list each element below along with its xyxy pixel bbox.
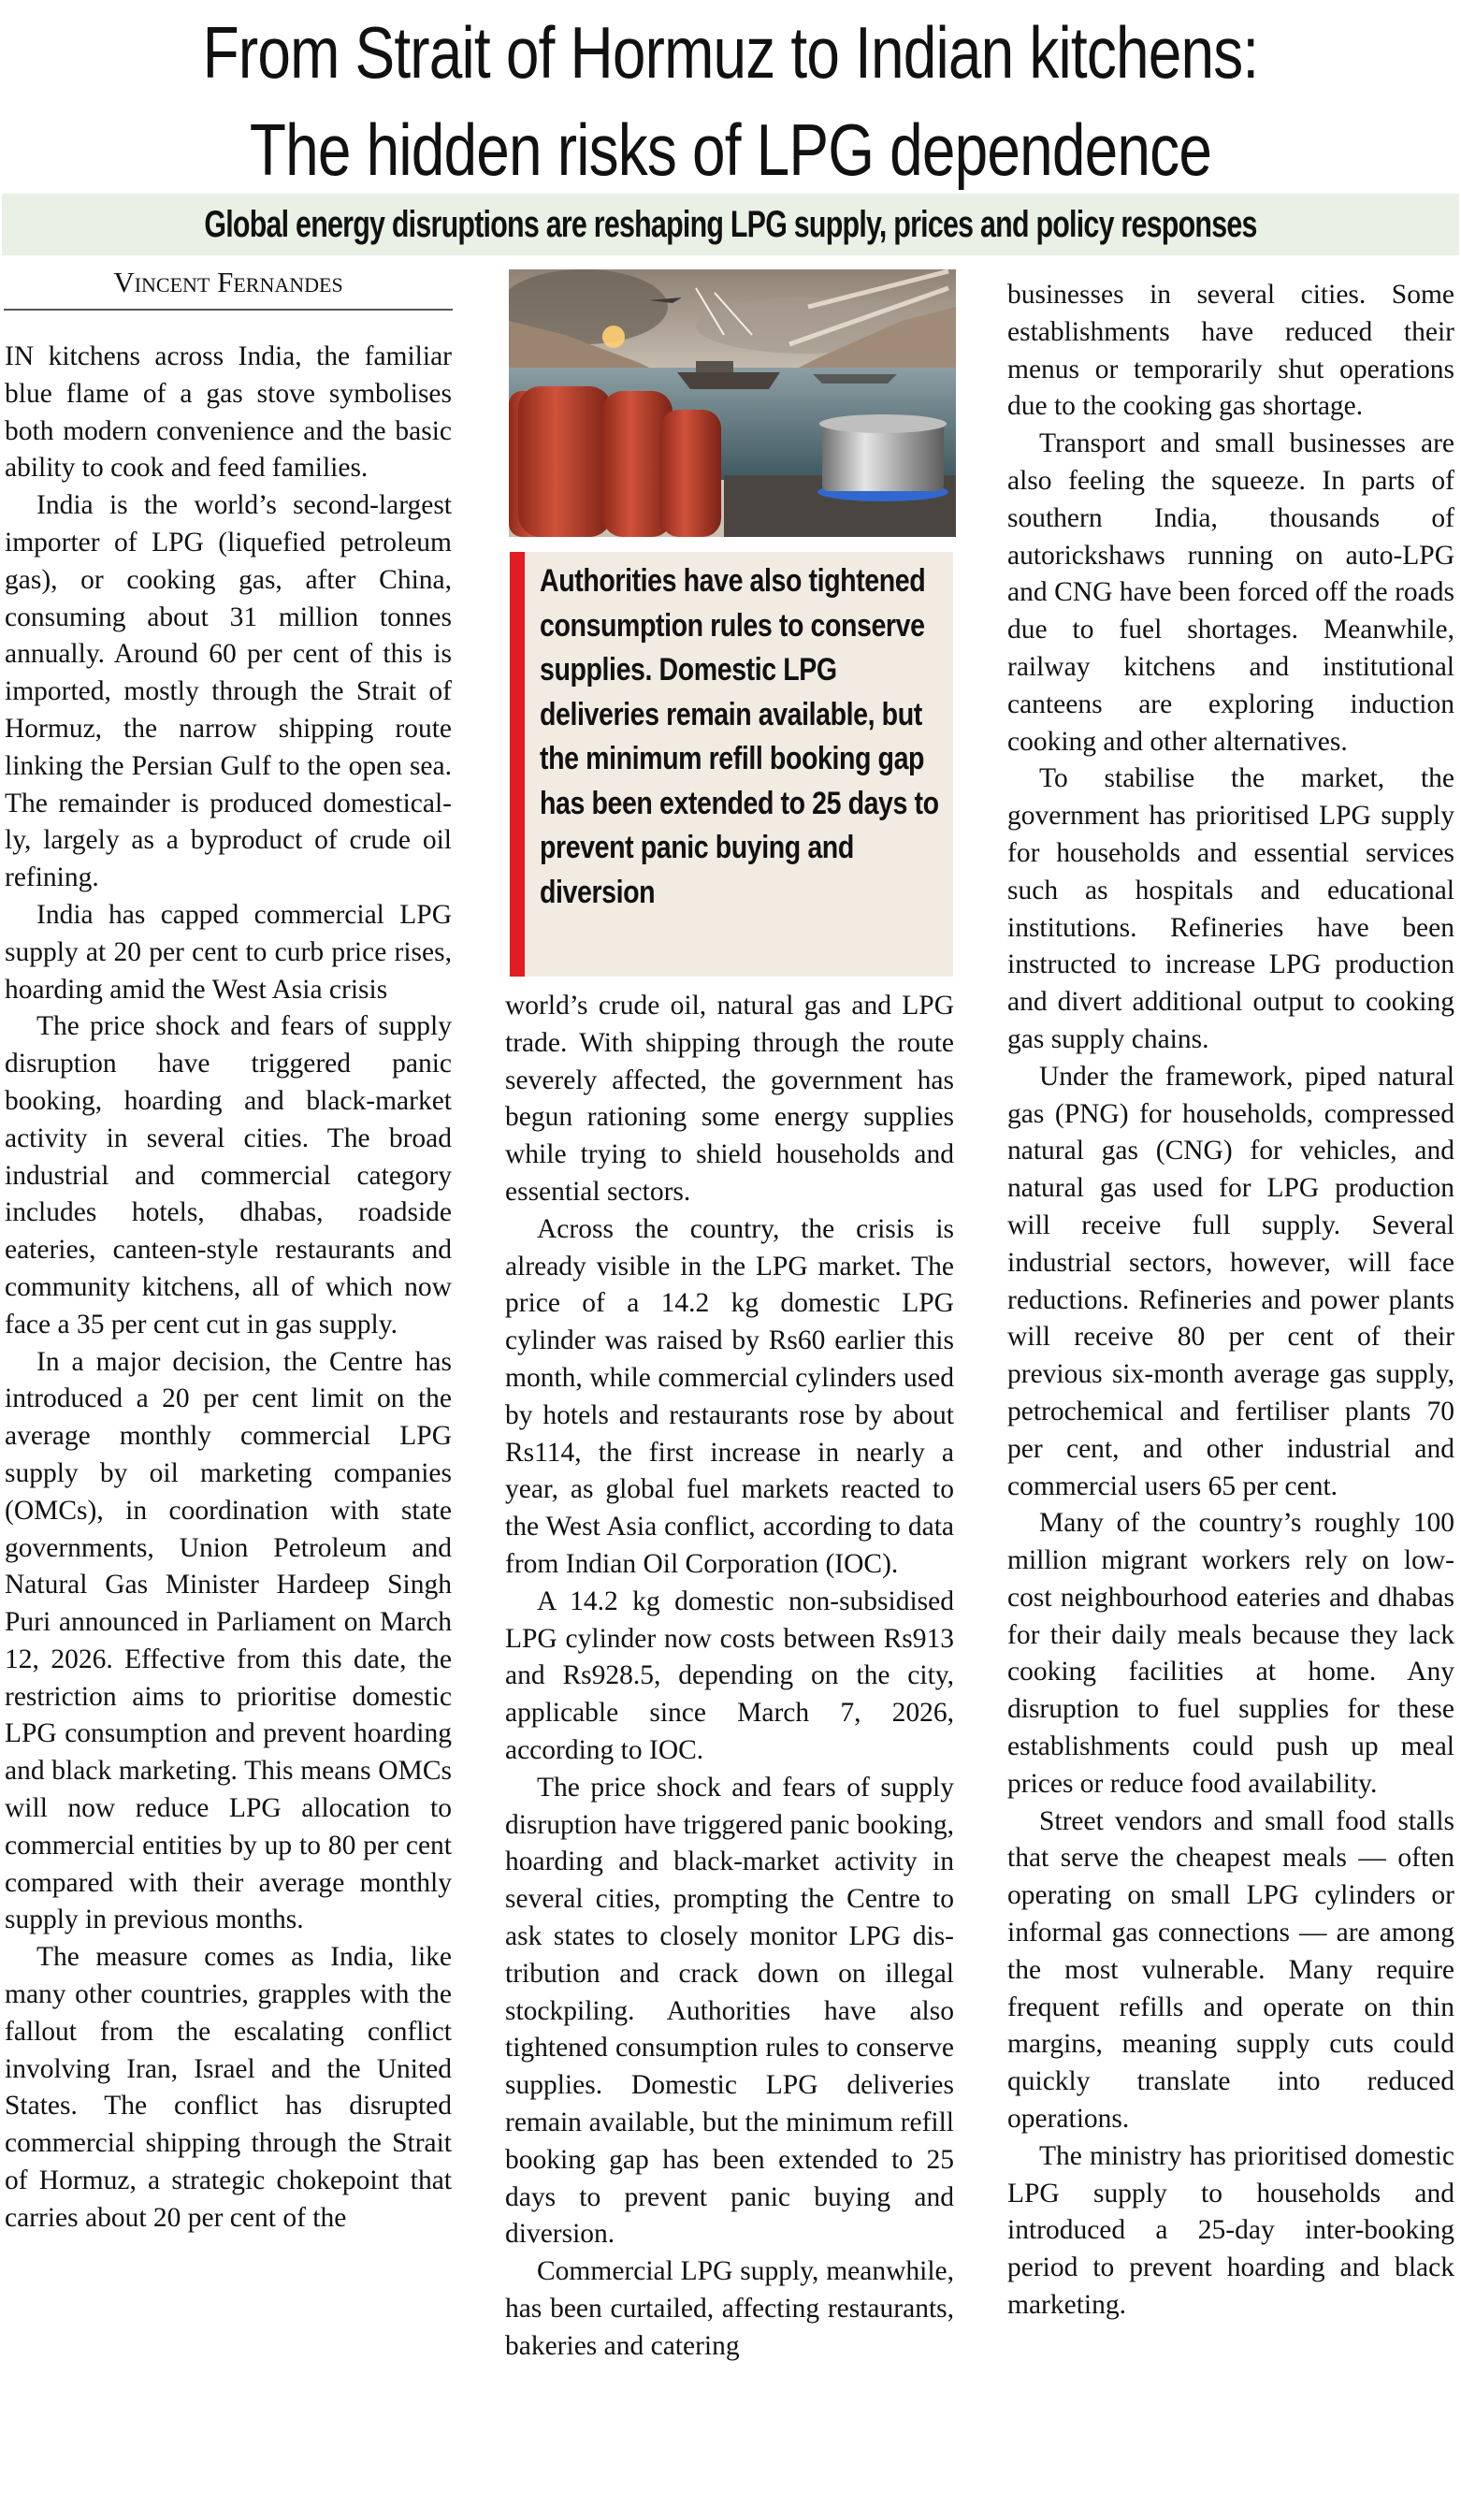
warship-superstructure xyxy=(696,361,733,372)
article-column-1 xyxy=(5,339,452,2238)
byline-divider xyxy=(4,309,453,311)
paragraph: IN kitchens across India, the familiar blue flame of a gas stove symbolises both modern convenience and the basic ability to cook and feed families. xyxy=(5,341,452,484)
paragraph: Commercial LPG supply, meanwhile, has been curtailed, affecting restaurants, bakeries and catering xyxy=(505,2256,954,2361)
headline-line-1: From Strait of Hormuz to Indian kitchens: xyxy=(202,11,1259,94)
paragraph: India has capped commercial LPG supply at 20 per cent to curb price rises, hoarding amid the West Asia crisis xyxy=(5,899,452,1005)
article-column-2 xyxy=(505,988,954,2365)
paragraph: The price shock and fears of supply disruption have triggered panic booking, hoarding and black-market activity in several cities, prompting the Centre to ask states to closely monitor LPG distribution and crack down on illegal stockpiling. Authorities have also tightened consumption rules to conserve supplies. Domestic LPG deliveries remain available, but the minimum refill booking gap has been extended to 25 days to prevent panic buying and diversion. xyxy=(505,1772,954,2250)
pull-quote-accent-bar xyxy=(510,552,525,977)
paragraph: A 14.2 kg domestic non-subsidised LPG cylinder now costs between Rs913 and Rs928.5, depending on the city, applicable since March 7, 2026, according to IOC. xyxy=(505,1586,954,1765)
pot-lid xyxy=(819,414,947,433)
paragraph: Across the country, the crisis is already visible in the LPG market. The price of a 14.2 kg domestic LPG cylinder was raised by Rs60 earlier this month, while commercial cylinders used by hotels and restaurants rose by about Rs114, the first increase in nearly a year, as global fuel markets reacted to the West Asia conflict, according to data from Indian Oil Corporation (IOC). xyxy=(505,1213,954,1579)
pull-quote xyxy=(510,552,953,977)
explosion xyxy=(602,326,625,348)
byline: Vincent Fernandes xyxy=(113,266,343,298)
paragraph: Transport and small businesses are also feeling the squeeze. In parts of southern India, thousands of autorickshaws running on auto-LPG and CNG have been forced off the roads due to fuel shortages. Meanwhile, railway kitchens and institutional canteens are exploring induction cooking and other alternatives. xyxy=(1007,428,1454,757)
paragraph: Under the framework, piped natural gas (PNG) for households, compressed natural gas (CNG) for vehicles, and natural gas used for LPG production will receive full supply. Several industrial sectors, however, will face reductions. Refineries and power plants will receive 80 per cent of their previous six-month average gas supply, petrochemical and fertiliser plants 70 per cent, and other industrial and commercial users 65 per cent. xyxy=(1007,1061,1454,1501)
paragraph: The price shock and fears of supply disruption have triggered panic booking, hoarding and black-market activity in several cities. The broad industrial and commercial category includes hotels, dhabas, roadside eateries, canteen-style restaurants and community kitchens, all of which now face a 35 per cent cut in gas supply. xyxy=(5,1011,452,1340)
headline-line-2: The hidden risks of LPG dependence xyxy=(249,109,1212,191)
warship-secondary xyxy=(813,374,897,384)
cooking-pot xyxy=(822,424,944,491)
paragraph: The ministry has prioritised domestic LPG supply to households and introduced a 25-day inter-booking period to prevent hoarding and black marketing. xyxy=(1007,2140,1454,2321)
deck-subheadline: Global energy disruptions are reshaping LPG supply, prices and policy responses xyxy=(204,204,1257,245)
paragraph: To stabilise the market, the government has prioritised LPG supply for households and essential services such as hospitals and educational institutions. Refineries have been instructed to increase LPG production and divert additional output to cooking gas supply chains. xyxy=(1007,763,1454,1054)
headline xyxy=(132,0,1330,198)
paragraph: businesses in several cities. Some establishments have reduced their menus or temporarily shut operations due to the cooking gas shortage. xyxy=(1007,280,1454,422)
pull-quote-text: Authorities have also tightened consumption rules to conserve supplies. Domestic LPG deliveries remain available, but the minimum refill booking gap has been extended to 25 days to prevent panic buying and diversion xyxy=(540,563,939,910)
paragraph: In a major decision, the Centre has introduced a 20 per cent limit on the average monthly commercial LPG supply by oil marketing companies (OMCs), in coordination with state governments, Union Petroleum and Natural Gas Minister Hardeep Singh Puri announced in Parliament on March 12, 2026. Effective from this date, the restriction aims to prioritise domestic LPG consumption and prevent hoarding and black marketing. This means OMCs will now reduce LPG allocation to commercial entities by up to 80 per cent compared with their average monthly supply in previous months. xyxy=(5,1346,452,1935)
warship-main xyxy=(677,372,780,389)
paragraph: world’s crude oil, natural gas and LPG trade. With shipping through the route severely affected, the government has begun rationing some energy supplies while trying to shield households and essential sectors. xyxy=(505,991,954,1207)
deck-band xyxy=(2,194,1459,255)
hero-illustration xyxy=(509,269,956,537)
paragraph: India is the world’s second-largest importer of LPG (liquefied petroleum gas), or cooking gas, after China, consuming about 31 million tonnes annually. Around 60 per cent of this is imported, mostly through the Strait of Hormuz, the narrow shipping route linking the Persian Gulf to the open sea. The remainder is produced domestically, largely as a byproduct of crude oil refining. xyxy=(5,490,452,893)
paragraph: Street vendors and small food stalls that serve the cheapest meals — often operating on small LPG cylinders or informal gas connections — are among the most vulnerable. Many require frequent refills and operate on thin margins, meaning supply cuts could quickly translate into reduced operations. xyxy=(1007,1805,1454,2135)
paragraph: Many of the country’s roughly 100 million migrant workers rely on low-cost neighbourhood eateries and dhabas for their daily meals because they lack cooking facilities at home. Any disruption to fuel supplies for these establishments could push up meal prices or reduce food availability. xyxy=(1007,1508,1454,1799)
paragraph: The measure comes as India, like many other countries, grapples with the fallout from the escalating conflict involving Iran, Israel and the United States. The conflict has disrupted commercial shipping through the Strait of Hormuz, a strategic chokepoint that carries about 20 per cent of the xyxy=(5,1942,452,2233)
lpg-cylinder xyxy=(518,386,612,537)
hero-illustration-art xyxy=(509,269,956,537)
lpg-cylinder xyxy=(660,410,721,537)
article-column-3 xyxy=(1007,277,1454,2324)
